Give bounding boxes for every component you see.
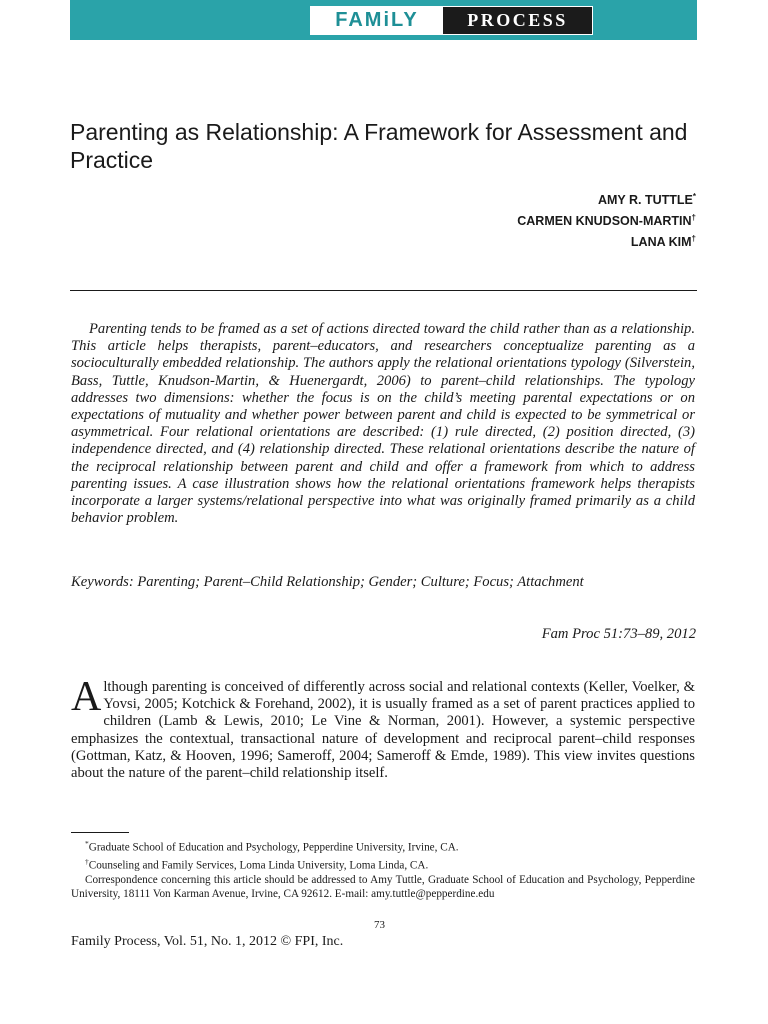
article-title: Parenting as Relationship: A Framework for Assessment and Practice xyxy=(70,119,688,173)
footnote-text: Counseling and Family Services, Loma Linda University, Loma Linda, CA. xyxy=(88,859,429,872)
footnote-mark: † xyxy=(85,856,89,866)
author-name: AMY R. TUTTLE xyxy=(597,193,693,208)
journal-citation: Fam Proc 51:73–89, 2012 xyxy=(541,626,696,642)
body-text: lthough parenting is conceived of differently across social and relational contexts (Keller, Voelker, & Yovsi, 2005; Kotchick & Forehand, 2002), it is usually framed as a set of parent practices applied to children (Lamb & Lewis, 2010; Le Vine & Norman, 2001). However, a systemic perspective emphasizes the contextual, transactional nature of development and reciprocal parent–child responses (Gottman, Katz, & Hooven, 1996; Sameroff, 2004; Sameroff & Emde, 1989). This view invites questions about the nature of the parent–child relationship itself. xyxy=(71,679,695,782)
header-divider xyxy=(70,290,697,291)
page-number: 73 xyxy=(374,919,385,931)
keywords: Keywords: Parenting; Parent–Child Relationship; Gender; Culture; Focus; Attachment xyxy=(71,574,584,590)
footnote-affiliation-1 xyxy=(71,837,695,855)
footnote-text: Graduate School of Education and Psychology, Pepperdine University, Irvine, CA. xyxy=(88,841,459,854)
author-mark: * xyxy=(692,192,696,201)
footnotes xyxy=(71,837,695,901)
body-paragraph xyxy=(71,674,695,782)
author-line xyxy=(517,230,696,251)
journal-logo xyxy=(310,6,593,35)
footnote-mark: * xyxy=(85,839,89,848)
author-name: LANA KIM xyxy=(630,235,692,250)
footnote-divider xyxy=(71,832,129,833)
footnote-text: Correspondence concerning this article should be addressed to Amy Tuttle, Graduate School of Education and Psychology, Pepperdine University, 18111 Von Karman Avenue, Irvine, CA 92612. E-mail: amy.tuttle@pepperdine.edu xyxy=(71,873,695,901)
author-name: CARMEN KNUDSON-MARTIN xyxy=(517,214,692,229)
footnote-affiliation-2 xyxy=(71,855,695,873)
drop-cap: A xyxy=(71,674,102,720)
logo-process-text: PROCESS xyxy=(443,7,592,34)
footnote-correspondence xyxy=(71,873,695,901)
abstract: Parenting tends to be framed as a set of actions directed toward the child rather than as a relationship. This article helps therapists, parent–educators, and researchers conceptualize parenting as a socioculturally embedded relationship. The authors apply the relational orientations typology (Silverstein, Bass, Tuttle, Knudson-Martin, & Huenergardt, 2006) to parent–child relationships. The typology addresses two dimensions: whether the focus is on the child’s meeting parental expectations or on expectations of mutuality and whether power between parent and child is expected to be symmetrical or asymmetrical. Four relational orientations are described: (1) rule directed, (2) position directed, (3) independence directed, and (4) relationship directed. These relational orientations describe the nature of the reciprocal relationship between parent and child and offer a framework from which to address parenting issues. A case illustration shows how the relational orientations framework helps therapists incorporate a larger systems/relational perspective into what was originally framed primarily as a child behavior problem. xyxy=(71,321,695,527)
author-mark: † xyxy=(691,213,696,223)
journal-banner xyxy=(70,0,697,40)
author-list xyxy=(517,188,696,251)
author-line xyxy=(517,188,696,209)
author-mark: † xyxy=(691,234,696,244)
logo-family-text: FAMiLY xyxy=(311,7,443,34)
author-line xyxy=(517,209,696,230)
journal-footer: Family Process, Vol. 51, No. 1, 2012 © FPI, Inc. xyxy=(71,934,344,949)
